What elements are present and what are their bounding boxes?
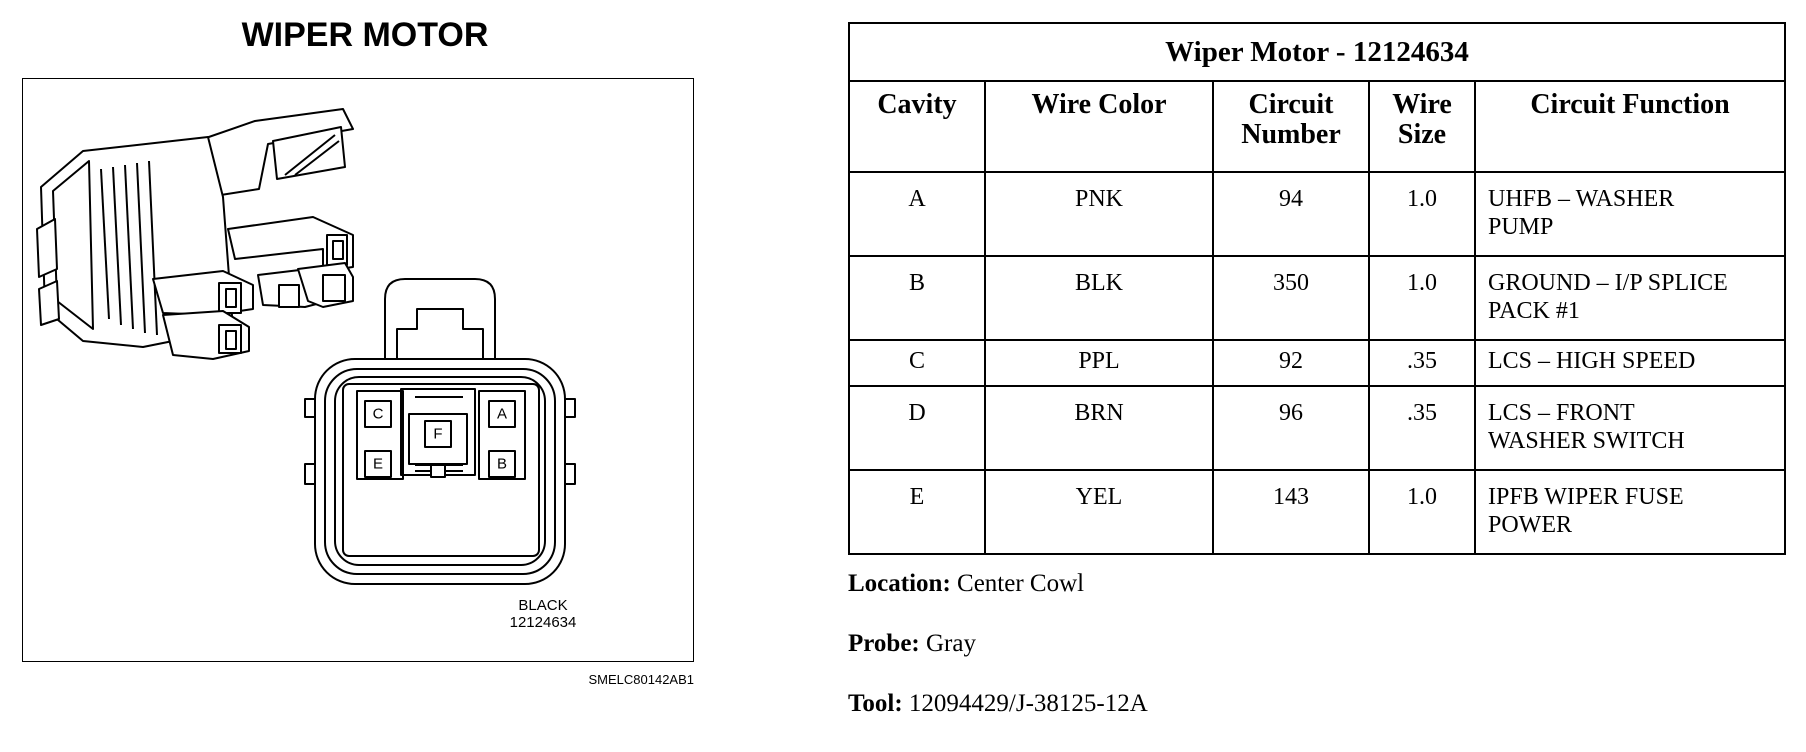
pinout-table [848, 22, 1786, 555]
pin-label-a: A [496, 405, 508, 423]
circuit-number-cell: 350 [1213, 256, 1369, 340]
location-line [848, 570, 1084, 598]
figure-id: SMELC80142AB1 [588, 672, 694, 687]
circuit-function-cell: IPFB WIPER FUSE POWER [1475, 470, 1785, 554]
wire-size-cell: 1.0 [1369, 256, 1475, 340]
connector-figure [22, 78, 694, 662]
table-row [849, 172, 1785, 256]
tool-line [848, 690, 1148, 718]
pin-label-c: C [372, 405, 384, 423]
tool-value: 12094429/J-38125-12A [908, 690, 1148, 717]
circuit-function-cell: LCS – FRONT WASHER SWITCH [1475, 386, 1785, 470]
circuit-number-cell: 96 [1213, 386, 1369, 470]
wire-color-cell: BLK [985, 256, 1213, 340]
connector-part-label: 12124634 [509, 614, 577, 631]
pin-label-f: F [433, 425, 443, 443]
wire-size-cell: .35 [1369, 340, 1475, 386]
tool-label: Tool: [848, 690, 903, 717]
circuit-function-cell: UHFB – WASHER PUMP [1475, 172, 1785, 256]
probe-value: Gray [926, 630, 976, 657]
table-row [849, 340, 1785, 386]
connector-isometric-drawing [37, 109, 353, 359]
wire-size-cell: 1.0 [1369, 172, 1475, 256]
wire-color-cell: PPL [985, 340, 1213, 386]
location-label: Location: [848, 570, 951, 597]
circuit-number-cell: 143 [1213, 470, 1369, 554]
circuit-number-cell: 94 [1213, 172, 1369, 256]
circuit-number-cell: 92 [1213, 340, 1369, 386]
pin-label-b: B [496, 455, 508, 473]
header-wire-color: Wire Color [985, 81, 1213, 172]
probe-line [848, 630, 976, 658]
pin-label-e: E [372, 455, 384, 473]
cavity-cell: A [849, 172, 985, 256]
connector-color-label: BLACK [518, 597, 568, 614]
wire-color-cell: BRN [985, 386, 1213, 470]
header-circuit-function: Circuit Function [1475, 81, 1785, 172]
probe-label: Probe: [848, 630, 920, 657]
circuit-function-cell: GROUND – I/P SPLICE PACK #1 [1475, 256, 1785, 340]
cavity-cell: E [849, 470, 985, 554]
wire-color-cell: PNK [985, 172, 1213, 256]
wire-size-cell: .35 [1369, 386, 1475, 470]
table-row [849, 256, 1785, 340]
wire-color-cell: YEL [985, 470, 1213, 554]
header-wire-size: Wire Size [1369, 81, 1475, 172]
header-cavity: Cavity [849, 81, 985, 172]
figure-title: WIPER MOTOR [241, 16, 489, 54]
header-circuit-number: Circuit Number [1213, 81, 1369, 172]
cavity-cell: B [849, 256, 985, 340]
table-title: Wiper Motor - 12124634 [849, 23, 1785, 81]
table-row [849, 386, 1785, 470]
circuit-function-cell: LCS – HIGH SPEED [1475, 340, 1785, 386]
cavity-cell: C [849, 340, 985, 386]
table-row [849, 470, 1785, 554]
location-value: Center Cowl [957, 570, 1085, 597]
cavity-cell: D [849, 386, 985, 470]
wire-size-cell: 1.0 [1369, 470, 1475, 554]
